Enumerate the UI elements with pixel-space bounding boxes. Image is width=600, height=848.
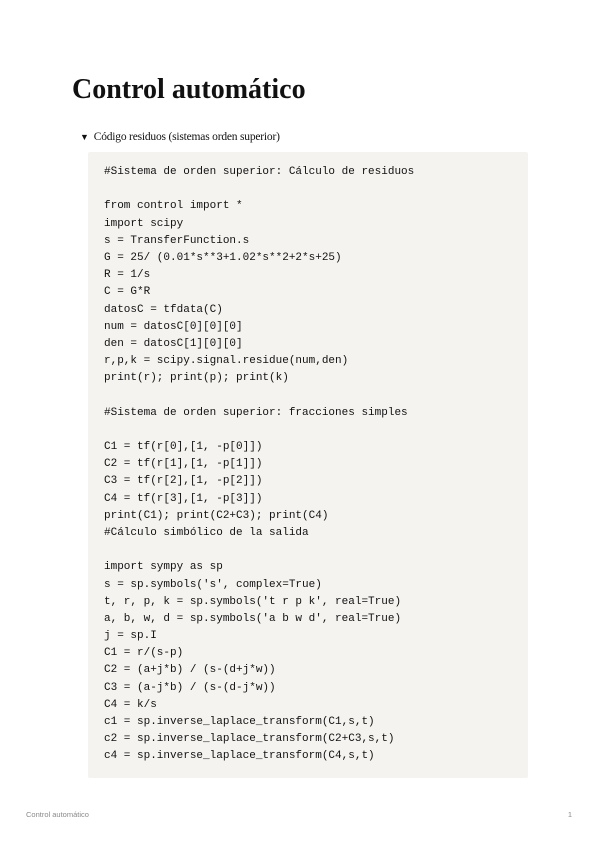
code-content	[104, 164, 414, 766]
code-line: den = datosC[1][0][0]	[104, 337, 243, 350]
code-line: a, b, w, d = sp.symbols('a b w d', real=True)	[104, 612, 402, 625]
code-line: print(r); print(p); print(k)	[104, 372, 289, 385]
code-line: import sympy as sp	[104, 561, 223, 574]
code-line: C2 = (a+j*b) / (s-(d+j*w))	[104, 664, 276, 677]
details-summary-label: Código residuos (sistemas orden superior)	[93, 131, 280, 143]
disclosure-triangle-icon: ▼	[80, 132, 89, 142]
code-line: #Cálculo simbólico de la salida	[104, 526, 309, 539]
code-line: s = sp.symbols('s', complex=True)	[104, 578, 322, 591]
code-line: r,p,k = scipy.signal.residue(num,den)	[104, 355, 349, 368]
code-line: R = 1/s	[104, 269, 151, 282]
footer-title: Control automático	[26, 810, 89, 819]
code-line: #Sistema de orden superior: fracciones simples	[104, 406, 408, 419]
code-line: G = 25/ (0.01*s**3+1.02*s**2+2*s+25)	[104, 251, 342, 264]
code-line: C3 = tf(r[2],[1, -p[2]])	[104, 475, 263, 488]
code-line	[104, 181, 414, 198]
code-line: num = datosC[0][0][0]	[104, 320, 243, 333]
code-line: c1 = sp.inverse_laplace_transform(C1,s,t)	[104, 716, 375, 728]
code-details-toggle[interactable]	[80, 129, 280, 145]
code-line: C3 = (a-j*b) / (s-(d-j*w))	[104, 681, 276, 694]
code-line: from control import *	[104, 200, 243, 213]
code-line: j = sp.I	[104, 630, 157, 643]
code-line: c4 = sp.inverse_laplace_transform(C4,s,t)	[104, 750, 375, 763]
code-line: datosC = tfdata(C)	[104, 303, 223, 316]
code-line: c2 = sp.inverse_laplace_transform(C2+C3,s,t)	[104, 733, 395, 746]
code-block	[88, 152, 528, 778]
code-line: C1 = tf(r[0],[1, -p[0]])	[104, 441, 263, 453]
code-line: t, r, p, k = sp.symbols('t r p k', real=True)	[104, 595, 402, 608]
code-line: C = G*R	[104, 286, 151, 299]
code-line: import scipy	[104, 217, 184, 230]
code-line: s = TransferFunction.s	[104, 234, 250, 247]
code-line	[104, 422, 414, 439]
footer-page-number: 1	[567, 810, 572, 819]
code-line: C2 = tf(r[1],[1, -p[1]])	[104, 458, 263, 471]
code-line: C4 = k/s	[104, 698, 157, 711]
code-line: #Sistema de orden superior: Cálculo de residuos	[104, 166, 415, 178]
page-title: Control automático	[72, 74, 306, 105]
code-line: C4 = tf(r[3],[1, -p[3]])	[104, 492, 263, 505]
code-line: print(C1); print(C2+C3); print(C4)	[104, 509, 329, 522]
code-line: C1 = r/(s-p)	[104, 647, 184, 660]
code-line	[104, 387, 414, 404]
code-line	[104, 542, 414, 559]
